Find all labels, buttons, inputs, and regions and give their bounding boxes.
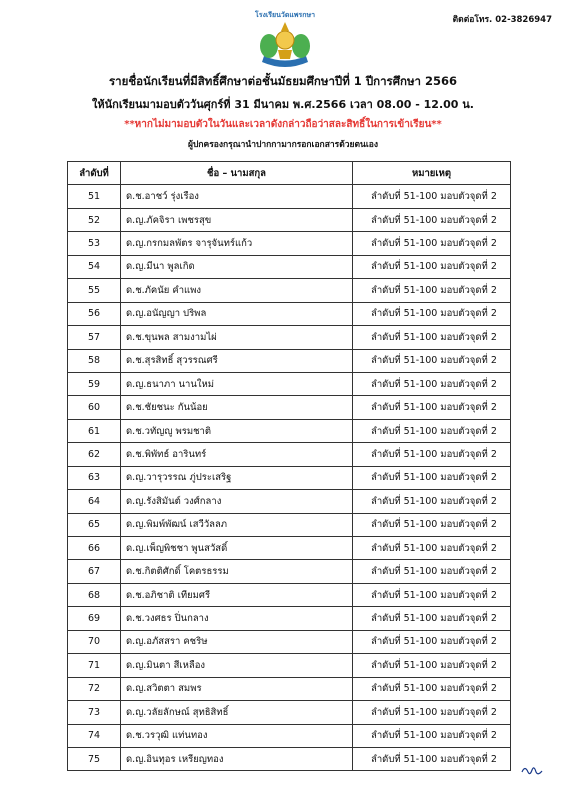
cell-name: ด.ช.วงศธร ปิ่นกลาง <box>121 607 353 630</box>
cell-name: ด.ญ.มีนา พูลเกิด <box>121 255 353 278</box>
cell-order: 52 <box>68 208 121 231</box>
cell-name: ด.ญ.อนัญญา ปริพล <box>121 302 353 325</box>
cell-order: 66 <box>68 537 121 560</box>
table-row <box>68 349 511 372</box>
table-row <box>68 677 511 700</box>
cell-name: ด.ญ.รังสิมันต์ วงศ์กลาง <box>121 490 353 513</box>
cell-name: ด.ญ.พิมพ์พัฒน์ เสวีวัลลภ <box>121 513 353 536</box>
title-line-1: รายชื่อนักเรียนที่มีสิทธิ์ศึกษาต่อชั้นมัธยมศึกษาปีที่ 1 ปีการศึกษา 2566 <box>108 74 458 88</box>
cell-note: ลำดับที่ 51-100 มอบตัวจุดที่ 2 <box>353 654 511 677</box>
cell-order: 67 <box>68 560 121 583</box>
table-row <box>68 232 511 255</box>
logo-school-name: โรงเรียนวัดแพรกษา <box>254 11 316 19</box>
cell-note: ลำดับที่ 51-100 มอบตัวจุดที่ 2 <box>353 607 511 630</box>
cell-order: 69 <box>68 607 121 630</box>
cell-name: ด.ช.ขุนพล สามงามไผ่ <box>121 326 353 349</box>
cell-order: 70 <box>68 630 121 653</box>
table-row <box>68 302 511 325</box>
cell-note: ลำดับที่ 51-100 มอบตัวจุดที่ 2 <box>353 326 511 349</box>
cell-order: 57 <box>68 326 121 349</box>
cell-order: 64 <box>68 490 121 513</box>
header-order: ลำดับที่ <box>68 162 121 185</box>
table-row <box>68 326 511 349</box>
table-row <box>68 419 511 442</box>
cell-note: ลำดับที่ 51-100 มอบตัวจุดที่ 2 <box>353 372 511 395</box>
table-row <box>68 701 511 724</box>
cell-order: 65 <box>68 513 121 536</box>
table-row <box>68 279 511 302</box>
cell-order: 74 <box>68 724 121 747</box>
cell-order: 63 <box>68 466 121 489</box>
warning-line: **หากไม่มามอบตัวในวันและเวลาดังกล่าวถือว่าสละสิทธิ์ในการเข้าเรียน** <box>124 119 442 130</box>
cell-order: 68 <box>68 583 121 606</box>
table-row <box>68 490 511 513</box>
table-header-row <box>68 162 511 185</box>
cell-note: ลำดับที่ 51-100 มอบตัวจุดที่ 2 <box>353 701 511 724</box>
cell-note: ลำดับที่ 51-100 มอบตัวจุดที่ 2 <box>353 630 511 653</box>
cell-name: ด.ช.ชัยชนะ กันน้อย <box>121 396 353 419</box>
cell-order: 72 <box>68 677 121 700</box>
cell-note: ลำดับที่ 51-100 มอบตัวจุดที่ 2 <box>353 724 511 747</box>
cell-name: ด.ช.อาชว์ รุ่งเรือง <box>121 185 353 208</box>
cell-note: ลำดับที่ 51-100 มอบตัวจุดที่ 2 <box>353 490 511 513</box>
instruction-line: ผู้ปกครองกรุณานำปากกามากรอกเอกสารด้วยตนเอง <box>187 140 378 150</box>
table-row <box>68 724 511 747</box>
contact-phone: ติดต่อโทร. 02-3826947 <box>452 15 552 25</box>
cell-note: ลำดับที่ 51-100 มอบตัวจุดที่ 2 <box>353 513 511 536</box>
cell-note: ลำดับที่ 51-100 มอบตัวจุดที่ 2 <box>353 466 511 489</box>
cell-order: 53 <box>68 232 121 255</box>
cell-note: ลำดับที่ 51-100 มอบตัวจุดที่ 2 <box>353 255 511 278</box>
cell-name: ด.ญ.เพ็ญพิชชา พูนสวัสดิ์ <box>121 537 353 560</box>
table-row <box>68 466 511 489</box>
table-row <box>68 654 511 677</box>
cell-name: ด.ญ.มินตา สีเหลือง <box>121 654 353 677</box>
cell-note: ลำดับที่ 51-100 มอบตัวจุดที่ 2 <box>353 560 511 583</box>
cell-order: 59 <box>68 372 121 395</box>
cell-note: ลำดับที่ 51-100 มอบตัวจุดที่ 2 <box>353 302 511 325</box>
signature-mark <box>520 762 544 778</box>
header-note: หมายเหตุ <box>353 162 511 185</box>
table-row <box>68 537 511 560</box>
cell-order: 55 <box>68 279 121 302</box>
cell-order: 73 <box>68 701 121 724</box>
cell-name: ด.ญ.วลัยลักษณ์ สุทธิสิทธิ์ <box>121 701 353 724</box>
cell-name: ด.ญ.วารุวรรณ ภู่ประเสริฐ <box>121 466 353 489</box>
cell-note: ลำดับที่ 51-100 มอบตัวจุดที่ 2 <box>353 349 511 372</box>
cell-order: 56 <box>68 302 121 325</box>
cell-note: ลำดับที่ 51-100 มอบตัวจุดที่ 2 <box>353 583 511 606</box>
cell-name: ด.ช.วทัญญู พรมชาติ <box>121 419 353 442</box>
cell-note: ลำดับที่ 51-100 มอบตัวจุดที่ 2 <box>353 185 511 208</box>
table-row <box>68 630 511 653</box>
cell-name: ด.ช.พิพัทธ์ อารินทร์ <box>121 443 353 466</box>
cell-order: 62 <box>68 443 121 466</box>
table-row <box>68 583 511 606</box>
cell-order: 58 <box>68 349 121 372</box>
cell-order: 71 <box>68 654 121 677</box>
cell-note: ลำดับที่ 51-100 มอบตัวจุดที่ 2 <box>353 232 511 255</box>
table-row <box>68 185 511 208</box>
cell-name: ด.ญ.กรกมลพัตร จารุจันทร์แก้ว <box>121 232 353 255</box>
cell-name: ด.ช.อภิชาติ เทียมศรี <box>121 583 353 606</box>
cell-note: ลำดับที่ 51-100 มอบตัวจุดที่ 2 <box>353 208 511 231</box>
table-row <box>68 607 511 630</box>
student-list-table <box>67 161 511 771</box>
cell-name: ด.ช.ภัคนัย คำแพง <box>121 279 353 302</box>
table-row <box>68 396 511 419</box>
header-name: ชื่อ – นามสกุล <box>121 162 353 185</box>
table-row <box>68 560 511 583</box>
cell-order: 60 <box>68 396 121 419</box>
table-row <box>68 208 511 231</box>
cell-note: ลำดับที่ 51-100 มอบตัวจุดที่ 2 <box>353 747 511 770</box>
title-line-2: ให้นักเรียนมามอบตัววันศุกร์ที่ 31 มีนาคม พ.ศ.2566 เวลา 08.00 - 12.00 น. <box>92 98 474 111</box>
cell-name: ด.ญ.อินทุอร เหรียญทอง <box>121 747 353 770</box>
cell-name: ด.ญ.ธนาภา นานใหม่ <box>121 372 353 395</box>
cell-name: ด.ญ.สวิตตา สมพร <box>121 677 353 700</box>
cell-note: ลำดับที่ 51-100 มอบตัวจุดที่ 2 <box>353 279 511 302</box>
cell-order: 75 <box>68 747 121 770</box>
cell-name: ด.ช.สุรสิทธิ์ สุวรรณศรี <box>121 349 353 372</box>
table-row <box>68 372 511 395</box>
school-logo <box>248 10 322 70</box>
cell-note: ลำดับที่ 51-100 มอบตัวจุดที่ 2 <box>353 537 511 560</box>
cell-order: 51 <box>68 185 121 208</box>
cell-name: ด.ช.วรวุฒิ แท่นทอง <box>121 724 353 747</box>
cell-name: ด.ญ.อภัสสรา คชริษ <box>121 630 353 653</box>
cell-order: 61 <box>68 419 121 442</box>
table-row <box>68 255 511 278</box>
cell-name: ด.ช.กิตติศักดิ์ โคตรธรรม <box>121 560 353 583</box>
cell-note: ลำดับที่ 51-100 มอบตัวจุดที่ 2 <box>353 419 511 442</box>
table-row <box>68 513 511 536</box>
table-row <box>68 443 511 466</box>
cell-note: ลำดับที่ 51-100 มอบตัวจุดที่ 2 <box>353 677 511 700</box>
cell-note: ลำดับที่ 51-100 มอบตัวจุดที่ 2 <box>353 443 511 466</box>
cell-note: ลำดับที่ 51-100 มอบตัวจุดที่ 2 <box>353 396 511 419</box>
cell-order: 54 <box>68 255 121 278</box>
table-row <box>68 747 511 770</box>
cell-name: ด.ญ.ภัคจิรา เพชรสุข <box>121 208 353 231</box>
